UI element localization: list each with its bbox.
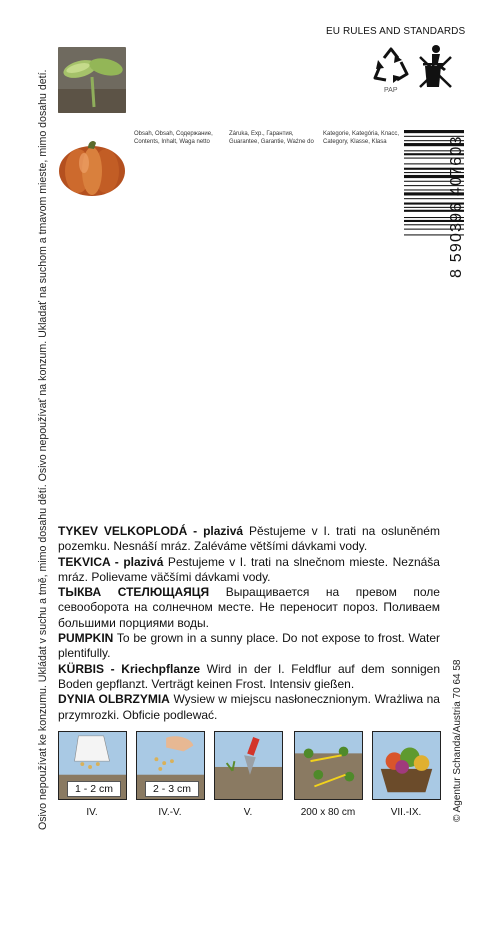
step-label-4: 200 x 80 cm [300, 807, 356, 818]
guarantee-label: Záruka, Exp., Гарантия, Guarantee, Garantie, Ważne do [229, 131, 314, 145]
description-en: PUMPKIN To be grown in a sunny place. Do not expose to frost. Water plentifully. [58, 631, 440, 661]
description-block [58, 524, 440, 723]
contents-label: Obsah, Obsah, Содержание, Contents, Inhalt, Waga netto [134, 131, 213, 145]
eu-rules-label: EU RULES AND STANDARDS [326, 26, 466, 37]
copyright-credit: © Agentur Schanda/Austria 70 64 58 [452, 659, 463, 822]
harvest-panel [372, 731, 441, 800]
step-label-1: IV. [86, 807, 98, 818]
storage-warning-text: Osivo nepoužívat ke konzumu. Ukládat v suchu a tmě, mimo dosahu dětí. Osivo nepoužívať na konzum. Ukladať na suchom a tmavom mieste, mimo dosahu detí. [37, 69, 49, 830]
spacing-panel [294, 731, 363, 800]
step-label-3: V. [243, 807, 253, 818]
sowing-depth-panel-2 [136, 731, 205, 800]
description-cz: TYKEV VELKOPLODÁ - plazivá Pěstujeme v I. trati na osluněném pozemku. Nesnáší mráz. Zaléváme většími dávkami vody. [58, 524, 440, 554]
category-label: Kategorie, Kategória, Класс, Category, Klasse, Klasa [323, 131, 400, 145]
recycle-icon [370, 46, 412, 86]
description-de: KÜRBIS - Kriechpflanze Wird in der I. Feldflur auf dem sonnigen Boden gepflanzt. Verträgt keinen Frost. Intensiv gießen. [58, 661, 440, 691]
description-sk: TEKVICA - plazivá Pestujeme v I. trati na slnečnom mieste. Neznáša mráz. Polievame väčšími dávkami vody. [58, 554, 440, 584]
description-ru: ТЫКВА СТЕЛЮЩАЯЦЯ Выращивается на превом поле севооборота на солнечном месте. Не переносит пороз. Поливаем большими порциями воды. [58, 585, 440, 630]
pumpkin-photo [58, 131, 126, 199]
seedling-photo [58, 47, 126, 113]
step-label-5: VII.-IX. [390, 807, 422, 818]
depth-badge-1: 1 - 2 cm [67, 781, 121, 797]
trash-bin-icon [418, 43, 454, 89]
description-pl: DYNIA OLBRZYMIA Wysiew w miejscu nasłonecznionym. Wrażliwa na przymrozki. Obficie podlewać. [58, 692, 440, 722]
planting-panel [214, 731, 283, 800]
pap-label: PAP [384, 87, 398, 94]
depth-badge-2: 2 - 3 cm [145, 781, 199, 797]
sowing-depth-panel-1 [58, 731, 127, 800]
step-label-2: IV.-V. [158, 807, 182, 818]
barcode-number: 8 590396 407603 [448, 135, 465, 278]
